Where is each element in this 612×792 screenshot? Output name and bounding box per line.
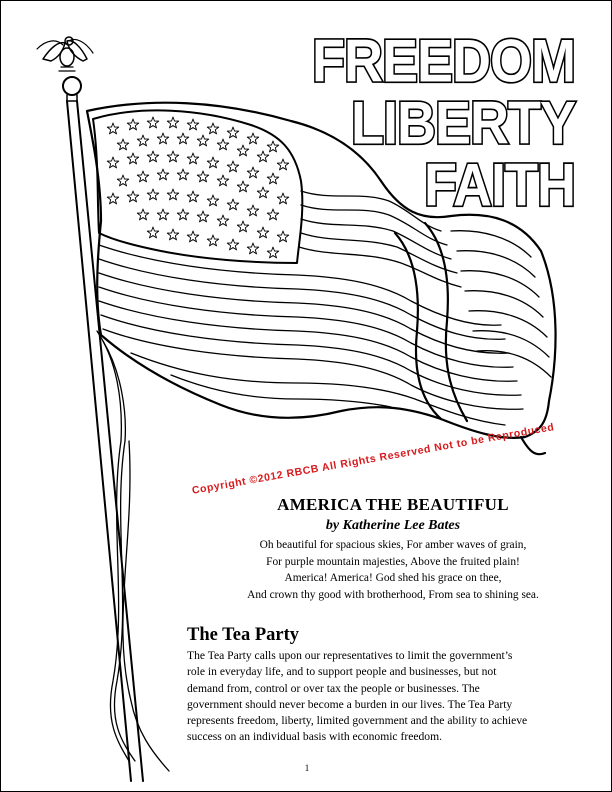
copyright-notice: Copyright ©2012 RBCB All Rights Reserved Not to be Reproduced	[191, 421, 556, 497]
tea-party-line: demand from, control or over tax the people or businesses. The	[187, 681, 480, 695]
tea-party-line: success on an individual basis with economic freedom.	[187, 730, 443, 744]
page-number: 1	[304, 763, 310, 773]
poem-line: America! America! God shed his grace on thee,	[284, 572, 502, 584]
poem-block	[239, 495, 547, 603]
eagle-finial-icon	[37, 37, 93, 101]
flag-rope	[97, 331, 169, 771]
tea-party-section	[187, 625, 557, 746]
tea-party-line: The Tea Party calls upon our representatives to limit the government’s	[187, 649, 513, 662]
headline-freedom: FREEDOM	[312, 27, 575, 95]
poem-line: For purple mountain majesties, Above the fruited plain!	[266, 555, 520, 568]
poem-line: Oh beautiful for spacious skies, For amber waves of grain,	[259, 539, 527, 551]
tea-party-line: government should never become a burden in our lives. The Tea Party	[187, 697, 513, 711]
tea-party-line: role in everyday life, and to support people and businesses, but not	[187, 665, 497, 679]
flag-union	[93, 110, 302, 263]
flag-stars	[107, 117, 288, 258]
poem-lines	[239, 537, 547, 603]
flag-pole	[67, 101, 143, 781]
flag-stripes	[99, 191, 551, 425]
tea-party-heading: The Tea Party	[187, 625, 300, 645]
poem-line: And crown thy good with brotherhood, From sea to shining sea.	[247, 588, 539, 601]
poem-author: by Katherine Lee Bates	[325, 518, 461, 533]
tea-party-body	[187, 648, 557, 746]
tea-party-line: represents freedom, liberty, limited government and the ability to achieve	[187, 714, 528, 728]
poem-title: AMERICA THE BEAUTIFUL	[277, 495, 509, 514]
headline-faith: FAITH	[424, 151, 575, 219]
headline-liberty: LIBERTY	[350, 89, 575, 157]
